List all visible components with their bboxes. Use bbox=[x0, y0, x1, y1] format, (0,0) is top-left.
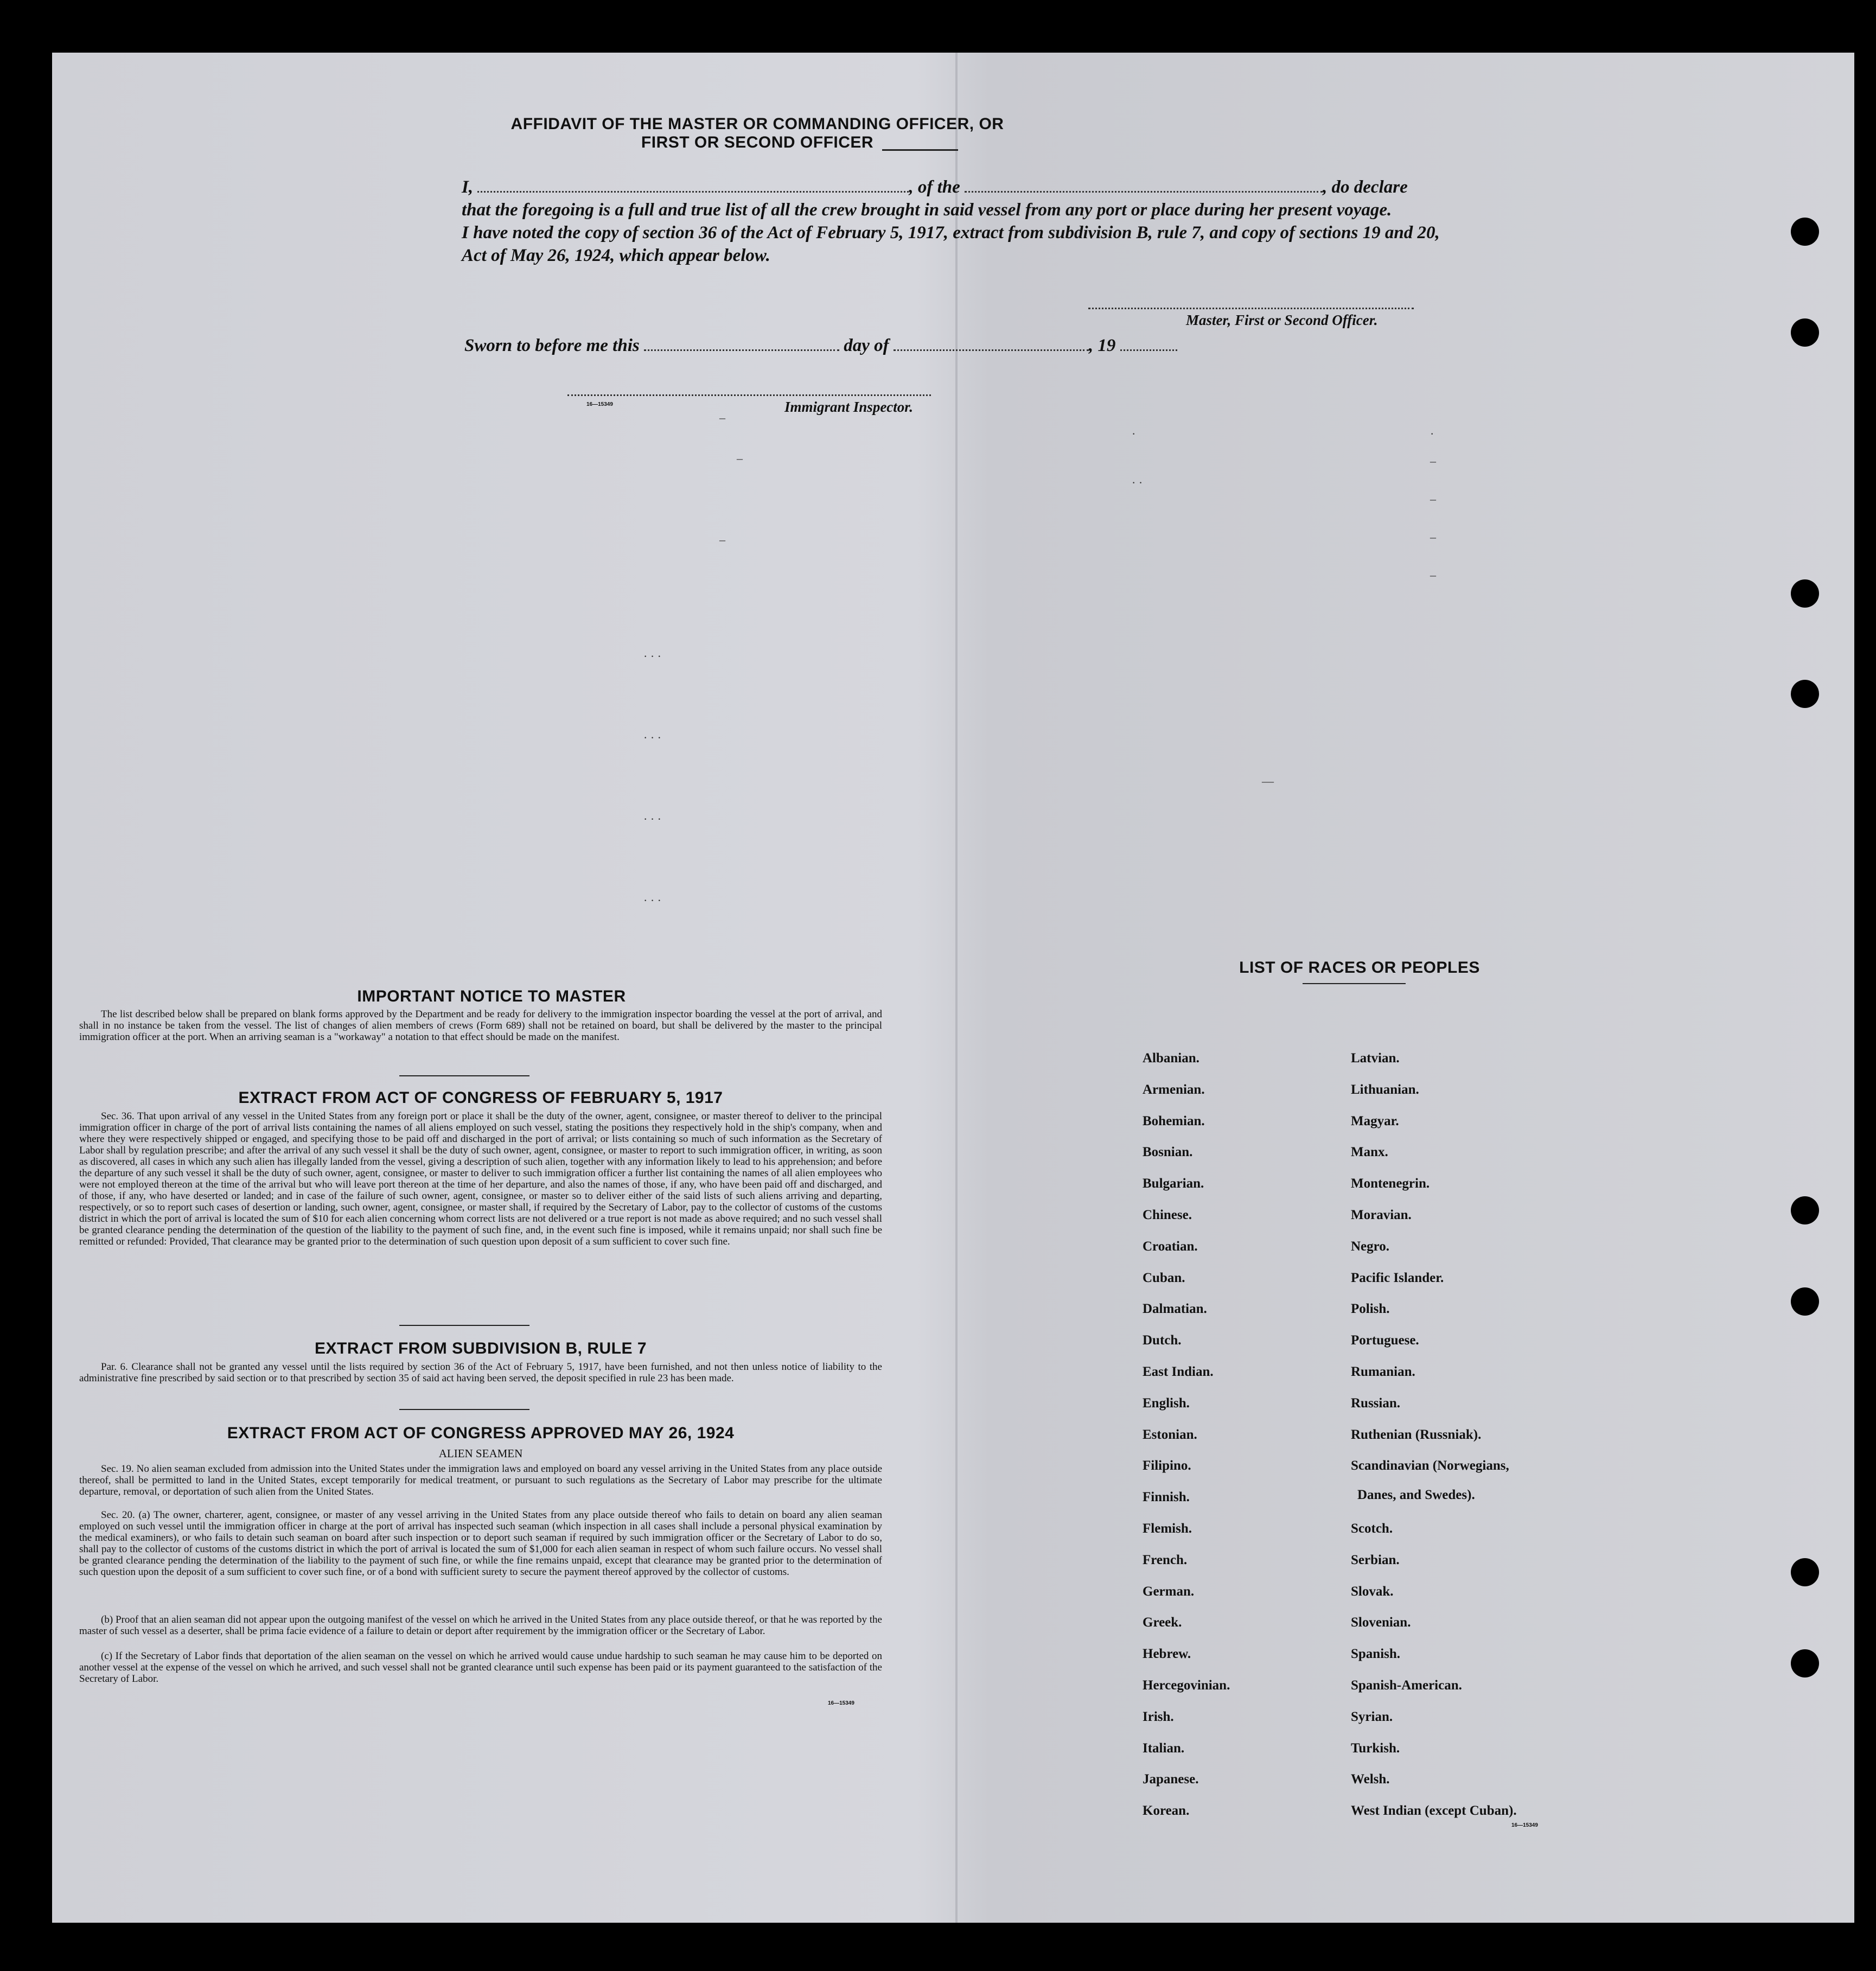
scan-speck: – bbox=[1430, 530, 1436, 544]
race-item: Japanese. bbox=[1143, 1772, 1199, 1787]
race-item: Rumanian. bbox=[1351, 1364, 1415, 1379]
extract-1924-sec20c: (c) If the Secretary of Labor finds that deportation of the alien seaman on the vessel on which he arrived would cause undue hardship to such seaman he may cause him to be deported on another vessel at the expense of the vessel on which he arrived, and such vessel shall not be granted clearance until such expense has been paid or its payment guaranteed to the satisfaction of the Secretary of Labor. bbox=[79, 1650, 882, 1685]
race-item: German. bbox=[1143, 1584, 1195, 1599]
punch-hole bbox=[1791, 579, 1819, 608]
page-fold bbox=[955, 53, 958, 1923]
sworn-day-blank[interactable] bbox=[644, 337, 839, 351]
race-item: Bohemian. bbox=[1143, 1113, 1205, 1128]
extract-1917-rule bbox=[399, 1325, 529, 1326]
extract-1924-sec20a: Sec. 20. (a) The owner, charterer, agent, consignee, or master of any vessel arriving in the United States from any place outside thereof who fails to detain on board any alien seaman employed on such vessel until the immigration officer in charge at the port of arrival has inspected such seaman (which inspection in all cases shall include a personal physical examination by the medical examiners), or who fails to detain such seaman on board after such inspection or to deport such seaman if required by such immigration officer or the Secretary of Labor to do so, shall pay to the collector of customs of the customs district in which the port of arrival is located the sum of $1,000 for each alien seaman in respect of whom such failure occurs. No vessel shall be granted clearance pending the determination of the liability to the payment of such fine, or while the fine remains unpaid, except that clearance may be granted prior to the determination of such question upon the deposit of a sum sufficient to cover such fine, or of a bond with sufficient surety to secure the payment thereof approved by the collector of customs. bbox=[79, 1509, 882, 1578]
race-item: Bosnian. bbox=[1143, 1145, 1193, 1160]
punch-hole bbox=[1791, 1196, 1819, 1224]
race-item: Lithuanian. bbox=[1351, 1082, 1419, 1097]
punch-hole bbox=[1791, 1649, 1819, 1677]
scan-speck: – bbox=[719, 411, 725, 424]
punch-hole bbox=[1791, 218, 1819, 246]
race-item: Serbian. bbox=[1351, 1552, 1400, 1567]
race-item: Armenian. bbox=[1143, 1082, 1205, 1097]
punch-hole bbox=[1791, 318, 1819, 347]
scan-speck: · bbox=[1132, 427, 1136, 441]
race-item: Spanish. bbox=[1351, 1647, 1401, 1662]
race-item: Croatian. bbox=[1143, 1239, 1198, 1254]
rule7-body: Par. 6. Clearance shall not be granted any vessel until the lists required by section 36 of the Act of February 5, 1917, have been furnished, and not then unless notice of liability to the administrative fine prescribed by said section or to that prescribed by section 35 of said act having been served, the deposit specified in rule 23 has been made. bbox=[79, 1361, 882, 1384]
race-item: Polish. bbox=[1351, 1302, 1390, 1317]
rule7-rule bbox=[399, 1409, 529, 1410]
race-item: Hercegovinian. bbox=[1143, 1678, 1230, 1693]
race-item: East Indian. bbox=[1143, 1364, 1214, 1379]
scan-speck: – bbox=[1430, 454, 1436, 468]
races-form-number: 16—15349 bbox=[1511, 1822, 1538, 1828]
race-item: Bulgarian. bbox=[1143, 1176, 1204, 1191]
race-item: Manx. bbox=[1351, 1145, 1388, 1160]
race-scandinavian-continued: Danes, and Swedes). bbox=[1357, 1488, 1475, 1502]
scan-speck: — bbox=[1262, 774, 1274, 788]
extract-1917-title: EXTRACT FROM ACT OF CONGRESS OF FEBRUARY 5, 1917 bbox=[238, 1089, 723, 1107]
affidavit-line-4: Act of May 26, 1924, which appear below. bbox=[462, 246, 770, 265]
race-item: Syrian. bbox=[1351, 1709, 1393, 1724]
rule7-title: EXTRACT FROM SUBDIVISION B, RULE 7 bbox=[314, 1339, 647, 1357]
race-item: French. bbox=[1143, 1552, 1188, 1567]
extract-1924-title: EXTRACT FROM ACT OF CONGRESS APPROVED MAY 26, 1924 bbox=[227, 1424, 735, 1442]
scan-speck: – bbox=[1430, 568, 1436, 582]
race-item: English. bbox=[1143, 1395, 1190, 1411]
inspector-label: Immigrant Inspector. bbox=[784, 399, 914, 415]
notice-title: IMPORTANT NOTICE TO MASTER bbox=[357, 987, 626, 1005]
extract-1924-sec20b: (b) Proof that an alien seaman did not appear upon the outgoing manifest of the vessel on which he arrived in the United States from any place outside thereof, or that he was reported by the master of such vessel as a deserter, shall be prima facie evidence of a failure to detain or deport after requirement by the immigration officer or the Secretary of Labor. bbox=[79, 1614, 882, 1637]
race-item: Chinese. bbox=[1143, 1208, 1192, 1222]
inspector-signature-blank[interactable] bbox=[567, 394, 931, 396]
race-item: Dalmatian. bbox=[1143, 1302, 1207, 1317]
race-item: Ruthenian (Russniak). bbox=[1351, 1427, 1482, 1442]
race-item: Greek. bbox=[1143, 1615, 1182, 1630]
races-title: LIST OF RACES OR PEOPLES bbox=[1239, 959, 1480, 977]
race-item: Turkish. bbox=[1351, 1740, 1400, 1756]
race-item: Finnish. bbox=[1143, 1490, 1190, 1505]
race-item: Pacific Islander. bbox=[1351, 1270, 1444, 1285]
race-item: Albanian. bbox=[1143, 1051, 1199, 1066]
race-item: Cuban. bbox=[1143, 1270, 1185, 1285]
race-item: Hebrew. bbox=[1143, 1647, 1191, 1662]
sworn-line: Sworn to before me this day of , 19 bbox=[464, 336, 1177, 356]
scan-speck: · · · bbox=[643, 812, 661, 826]
signature-blank[interactable] bbox=[1088, 308, 1414, 309]
extract-1917-body: Sec. 36. That upon arrival of any vessel in the United States from any foreign port or place it shall be the duty of the owner, agent, consignee, or master thereof to deliver to the principal immigration officer in charge of the port of arrival lists containing the names of all aliens employed on such vessel, stating the positions they respectively hold in the ship's company, when and where they were respectively shipped or engaged, and specifying those to be paid off and discharged in the port of arrival; or lists containing so much of such information as the Secretary of Labor shall by regulation prescribe; and after the arrival of any such vessel it shall be the duty of such owner, agent, consignee, or master to report to such immigration officer, in writing, as soon as discovered, all cases in which any such alien has illegally landed from the vessel, giving a description of such alien, together with any information likely to lead to his apprehension; and before the departure of any such vessel it shall be the duty of such owner, agent, consignee, or master to deliver to such immigration officer a further list containing the names of all alien employees who were not employed thereon at the time of the arrival but who will leave port thereon at the time of her departure, and also the names of those, if any, who have been paid off and discharged, and of those, if any, who have deserted or landed; and in case of the failure of such owner, agent, consignee, or master so to deliver either of the said lists of such aliens arriving and departing, respectively, or so to report such cases of desertion or landing, such owner, agent, consignee, or master shall, if required by the Secretary of Labor, pay to the collector of customs of the customs district in which the port of arrival is located the sum of $10 for each alien concerning whom correct lists are not delivered or a true report is not made as above required; and no such vessel shall be granted clearance pending the determination of the question of the liability to the payment of such fine, and, in the event such fine is imposed, while it remains unpaid; nor shall such fine be remitted or refunded: Provided, That clearance may be granted prior to the determination of such question upon deposit of a sum sufficient to cover such fine. bbox=[79, 1111, 882, 1247]
punch-hole bbox=[1791, 1287, 1819, 1316]
race-item: Dutch. bbox=[1143, 1333, 1182, 1348]
affidavit-line-1: I, , of the , do declare bbox=[462, 177, 1408, 197]
scan-speck: · · · bbox=[643, 649, 661, 663]
race-item: Estonian. bbox=[1143, 1427, 1197, 1442]
extract-1924-subtitle: ALIEN SEAMEN bbox=[438, 1447, 523, 1460]
races-title-rule bbox=[1303, 983, 1406, 984]
vessel-blank[interactable] bbox=[965, 179, 1323, 193]
extract-1924-sec19: Sec. 19. No alien seaman excluded from admission into the United States under the immigration laws and employed on board any vessel arriving in the United States from any place outside thereof, shall be permitted to land in the United States, except temporarily for medical treatment, or pursuant to such regulations as the Secretary of Labor may prescribe for the ultimate departure, removal, or deportation of such alien from the United States. bbox=[79, 1463, 882, 1497]
race-item: Spanish-American. bbox=[1351, 1678, 1462, 1693]
affidavit-title: AFFIDAVIT OF THE MASTER OR COMMANDING OFFICER, OR FIRST OR SECOND OFFICER bbox=[511, 115, 1004, 151]
scan-speck: · · · bbox=[643, 731, 661, 744]
scan-speck: · bbox=[1430, 427, 1434, 441]
race-item: Slovak. bbox=[1351, 1584, 1394, 1599]
race-item: Korean. bbox=[1143, 1803, 1190, 1819]
name-blank[interactable] bbox=[477, 179, 909, 193]
race-item: Negro. bbox=[1351, 1239, 1390, 1254]
extract-1924-form-number: 16—15349 bbox=[828, 1700, 854, 1706]
affidavit-line-3: I have noted the copy of section 36 of the Act of February 5, 1917, extract from subdivision B, rule 7, and copy of sections 19 and 20, bbox=[462, 223, 1440, 243]
race-item: Italian. bbox=[1143, 1740, 1185, 1756]
sworn-month-blank[interactable] bbox=[894, 337, 1089, 351]
race-item: Filipino. bbox=[1143, 1458, 1191, 1474]
race-item: Russian. bbox=[1351, 1395, 1401, 1411]
race-item: Irish. bbox=[1143, 1709, 1174, 1724]
sworn-year-blank[interactable] bbox=[1120, 337, 1177, 351]
punch-hole bbox=[1791, 680, 1819, 708]
affidavit-title-rule bbox=[882, 149, 958, 151]
scan-speck: – bbox=[719, 533, 725, 546]
race-item: Magyar. bbox=[1351, 1113, 1399, 1128]
notice-body: The list described below shall be prepared on blank forms approved by the Department and be ready for delivery to the immigration inspector boarding the vessel at the port of arrival, and shall in no instance be taken from the vessel. The list of changes of alien members of crews (Form 689) shall not be retained on board, but shall be delivered by the master to the principal immigration officer at the port. When an arriving seaman is a "workaway" a notation to that effect should be made on the manifest. bbox=[79, 1009, 882, 1043]
race-item: Portuguese. bbox=[1351, 1333, 1419, 1348]
scan-speck: · · · bbox=[643, 894, 661, 907]
scan-speck: · · bbox=[1132, 476, 1143, 489]
race-item: Slovenian. bbox=[1351, 1615, 1411, 1630]
race-item: Latvian. bbox=[1351, 1051, 1400, 1066]
punch-hole bbox=[1791, 1558, 1819, 1586]
race-item: Scandinavian (Norwegians, bbox=[1351, 1458, 1509, 1474]
race-item: Moravian. bbox=[1351, 1208, 1412, 1222]
race-item: Flemish. bbox=[1143, 1521, 1192, 1536]
scan-speck: – bbox=[1430, 492, 1436, 506]
notice-rule bbox=[399, 1075, 529, 1076]
race-item: Scotch. bbox=[1351, 1521, 1393, 1536]
race-item: West Indian (except Cuban). bbox=[1351, 1803, 1517, 1819]
scan-speck: – bbox=[737, 451, 743, 465]
signature-label: Master, First or Second Officer. bbox=[1186, 312, 1378, 328]
race-item: Montenegrin. bbox=[1351, 1176, 1430, 1191]
form-page bbox=[52, 53, 1854, 1923]
race-item: Welsh. bbox=[1351, 1772, 1390, 1787]
inspector-form-number: 16—15349 bbox=[586, 401, 613, 407]
affidavit-line-2: that the foregoing is a full and true list of all the crew brought in said vessel from any port or place during her present voyage. bbox=[462, 200, 1392, 220]
